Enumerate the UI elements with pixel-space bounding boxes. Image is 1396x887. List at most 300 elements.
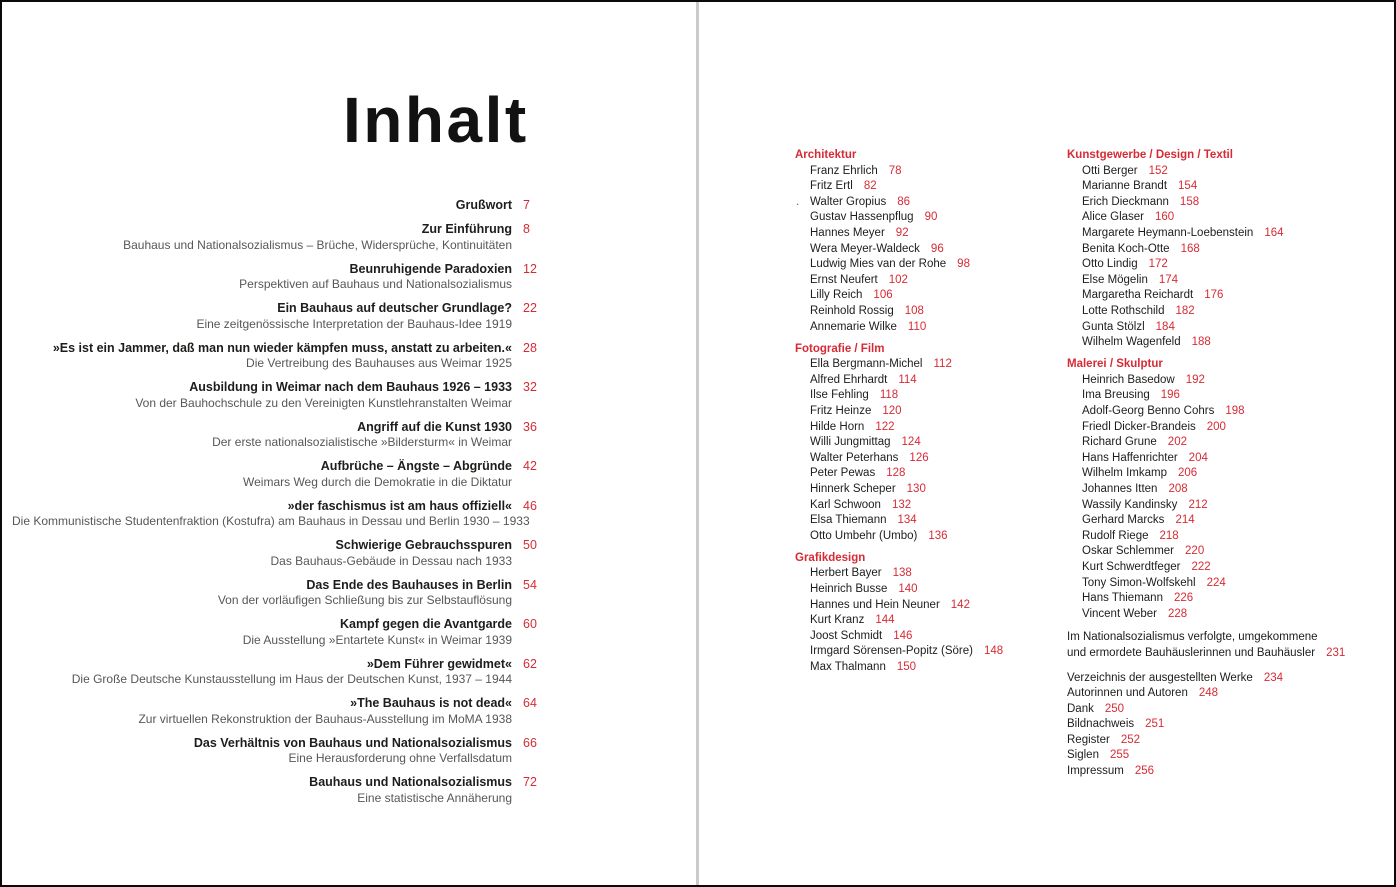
artist-page-number: 98 <box>957 258 970 271</box>
artist-entry <box>795 466 1057 482</box>
artist-page-number: 150 <box>896 661 917 673</box>
toc-entry-page-number: 72 <box>523 775 537 789</box>
artist-name: Gerhard Marcks <box>1082 514 1165 527</box>
artist-entry <box>1067 273 1377 289</box>
section-header: Fotografie / Film <box>795 342 885 355</box>
artist-page-number: 136 <box>928 529 948 542</box>
artist-page-number: 182 <box>1175 304 1195 317</box>
artist-page-number: 204 <box>1188 451 1208 464</box>
artist-name: Hans Haffenrichter <box>1082 451 1178 464</box>
section-header: Architektur <box>795 149 857 161</box>
artist-name: Ludwig Mies van der Rohe <box>810 258 947 271</box>
artist-page-number: 214 <box>1175 514 1195 527</box>
artist-name: Gustav Hassenpflug <box>810 211 914 224</box>
artist-page-number: 152 <box>1148 164 1168 177</box>
artist-page-number: 220 <box>1185 545 1205 558</box>
artist-name: Peter Pewas <box>810 467 876 480</box>
toc-entry <box>12 222 551 253</box>
appendix-page-number: 255 <box>1109 749 1130 762</box>
artist-name: Lilly Reich <box>810 289 863 302</box>
artist-entry <box>1067 304 1377 320</box>
artist-entry <box>795 242 1057 258</box>
artist-page-number: 218 <box>1159 529 1179 542</box>
artist-name: Reinhold Rossig <box>810 304 894 317</box>
section-item-list <box>1067 373 1377 623</box>
artist-page-number: 78 <box>888 164 902 177</box>
toc-entry-line <box>12 775 551 791</box>
toc-entry-subtitle: Eine Herausforderung ohne Verfallsdatum <box>288 751 512 765</box>
toc-entry-title: »der faschismus ist am haus offiziell« <box>287 498 512 513</box>
artist-name: Franz Ehrlich <box>810 164 878 177</box>
memorial-entry <box>1067 630 1377 661</box>
artist-entry <box>795 179 1057 195</box>
artist-entry <box>1067 210 1377 226</box>
appendix-entry-title: Siglen <box>1067 749 1099 762</box>
artist-name: Walter Peterhans <box>810 451 899 464</box>
artist-entry <box>1067 607 1377 623</box>
artist-entry <box>795 566 1057 582</box>
toc-entry-title: Schwierige Gebrauchsspuren <box>335 538 512 552</box>
toc-entry-line <box>12 198 551 214</box>
artist-name: Max Thalmann <box>810 661 886 673</box>
artist-name: Ella Bergmann-Michel <box>810 358 923 371</box>
toc-entry <box>12 578 551 609</box>
toc-entry <box>12 538 551 569</box>
toc-entry-page-number: 32 <box>523 380 537 394</box>
right-page-column-1 <box>795 148 1057 682</box>
artist-page-number: 108 <box>904 304 924 317</box>
artist-entry <box>1067 195 1377 211</box>
artist-name: Vincent Weber <box>1082 607 1158 620</box>
artist-entry <box>795 357 1057 373</box>
toc-entry-title: »Dem Führer gewidmet« <box>366 656 512 671</box>
artist-name: Irmgard Sörensen-Popitz (Söre) <box>810 645 973 658</box>
artist-name: Ima Breusing <box>1082 389 1150 402</box>
artist-name: Tony Simon-Wolfskehl <box>1082 576 1196 589</box>
artist-name: Gunta Stölzl <box>1082 320 1145 333</box>
artist-page-number: 90 <box>924 211 938 224</box>
artist-page-number: 112 <box>933 358 952 371</box>
toc-entry-subtitle: Von der vorläufigen Schließung bis zur Selbstauflösung <box>217 593 512 607</box>
section-kunstgewerbe-design-textil <box>1067 148 1377 351</box>
artist-entry <box>795 644 1057 660</box>
toc-entry-title: »The Bauhaus is not dead« <box>350 696 512 710</box>
section-item-list <box>795 566 1057 675</box>
section-item-list <box>795 164 1057 336</box>
artist-page-number: 196 <box>1160 389 1180 402</box>
artist-name: Margaretha Reichardt <box>1082 289 1194 302</box>
toc-entry-line <box>12 578 551 594</box>
section-header: Grafikdesign <box>795 551 866 564</box>
artist-entry <box>1067 164 1377 180</box>
artist-entry <box>1067 482 1377 498</box>
toc-entry-line <box>12 262 551 278</box>
section-item-list <box>1067 164 1377 351</box>
section-architektur <box>795 148 1057 335</box>
toc-entry-subtitle: Bauhaus und Nationalsozialismus – Brüche, Widersprüche, Kontinuitäten <box>123 237 512 252</box>
appendix-page-number: 234 <box>1263 671 1283 684</box>
artist-entry <box>795 195 1057 211</box>
appendix-entry <box>1067 671 1377 687</box>
artist-entry <box>795 513 1057 529</box>
artist-name: Alice Glaser <box>1082 211 1144 224</box>
artist-entry <box>795 613 1057 629</box>
right-page-column-2 <box>1067 148 1377 780</box>
artist-name: Ilse Fehling <box>810 389 869 402</box>
artist-entry <box>795 273 1057 289</box>
toc-entry <box>12 775 551 806</box>
toc-entry-title: Aufbrüche – Ängste – Abgründe <box>320 459 512 473</box>
appendix-entry-title: Autorinnen und Autoren <box>1067 687 1188 700</box>
artist-name: Willi Jungmittag <box>810 436 891 449</box>
artist-entry <box>1067 576 1377 592</box>
table-of-contents <box>12 198 551 815</box>
memorial-entry-page-number: 231 <box>1326 646 1346 659</box>
artist-page-number: 208 <box>1168 482 1188 495</box>
artist-name: Joost Schmidt <box>810 629 883 642</box>
artist-page-number: 128 <box>886 467 906 480</box>
artist-page-number: 114 <box>898 373 917 386</box>
toc-entry <box>12 617 551 648</box>
artist-name: Hannes Meyer <box>810 226 885 239</box>
artist-page-number: 96 <box>930 242 944 255</box>
toc-entry-subtitle: Eine statistische Annäherung <box>357 790 512 805</box>
memorial-entry-line2 <box>1067 646 1377 662</box>
artist-name: Fritz Ertl <box>810 180 853 193</box>
toc-entry <box>12 696 551 727</box>
appendix-entry-title: Register <box>1067 733 1110 746</box>
toc-entry <box>12 380 551 411</box>
artist-entry <box>795 320 1057 336</box>
toc-entry <box>12 301 551 332</box>
toc-entry-subtitle: Eine zeitgenössische Interpretation der Bauhaus-Idee 1919 <box>196 316 512 331</box>
appendix-entry <box>1067 748 1377 764</box>
toc-entry-subtitle: Weimars Weg durch die Demokratie in die Diktatur <box>243 474 512 489</box>
appendix-page-number: 248 <box>1198 687 1219 700</box>
toc-entry-page-number: 28 <box>523 340 537 355</box>
artist-name: Ernst Neufert <box>810 273 878 286</box>
artist-page-number: 146 <box>893 629 913 642</box>
artist-page-number: 92 <box>895 226 909 239</box>
artist-page-number: 222 <box>1191 560 1211 573</box>
toc-entry-subtitle: Das Bauhaus-Gebäude in Dessau nach 1933 <box>270 553 512 568</box>
toc-entry-line <box>12 420 551 436</box>
appendix-item-list <box>1067 671 1377 780</box>
artist-page-number: 198 <box>1225 405 1245 417</box>
artist-entry <box>795 226 1057 242</box>
artist-name: Oskar Schlemmer <box>1082 545 1175 558</box>
toc-entry-page-number: 46 <box>523 498 537 513</box>
artist-page-number: 102 <box>888 273 908 286</box>
artist-entry <box>1067 288 1377 304</box>
toc-entry <box>12 420 551 451</box>
artist-name: Lotte Rothschild <box>1082 304 1165 317</box>
toc-entry <box>12 262 551 293</box>
appendix-entry-title: Impressum <box>1067 765 1124 778</box>
toc-entry <box>12 736 551 767</box>
appendix-page-number: 252 <box>1120 733 1141 746</box>
artist-entry <box>795 629 1057 645</box>
artist-entry <box>1067 529 1377 545</box>
artist-entry <box>795 498 1057 514</box>
artist-page-number: 184 <box>1155 320 1175 333</box>
artist-page-number: 138 <box>892 567 912 580</box>
artist-page-number: 122 <box>875 420 895 433</box>
toc-entry <box>12 657 551 688</box>
artist-entry <box>795 598 1057 614</box>
artist-name: Benita Koch-Otte <box>1082 242 1170 255</box>
artist-entry <box>1067 226 1377 242</box>
artist-entry <box>1067 242 1377 258</box>
artist-name: Hinnerk Scheper <box>810 482 896 495</box>
toc-entry <box>12 341 551 372</box>
artist-entry <box>795 529 1057 545</box>
toc-entry-title: Ein Bauhaus auf deutscher Grundlage? <box>277 301 512 315</box>
artist-entry <box>795 404 1057 420</box>
page-title: Inhalt <box>343 84 529 156</box>
artist-page-number: 132 <box>891 498 912 511</box>
artist-name: Friedl Dicker-Brandeis <box>1082 420 1196 433</box>
toc-entry-page-number: 42 <box>523 459 537 473</box>
toc-entry <box>12 499 551 530</box>
artist-name: Hans Thiemann <box>1082 592 1163 605</box>
artist-name: Fritz Heinze <box>810 405 872 417</box>
toc-entry-page-number: 66 <box>523 735 537 750</box>
appendix-entry-title: Verzeichnis der ausgestellten Werke <box>1067 671 1253 684</box>
artist-page-number: 172 <box>1148 258 1168 271</box>
memorial-entry-line1: Im Nationalsozialismus verfolgte, umgekommene <box>1067 631 1318 644</box>
toc-entry-page-number: 7 <box>523 198 530 212</box>
artist-page-number: 206 <box>1177 467 1198 480</box>
artist-name: Else Mögelin <box>1082 273 1148 286</box>
section-item-list <box>795 357 1057 544</box>
appendix-entry-title: Dank <box>1067 702 1094 715</box>
artist-entry <box>1067 591 1377 607</box>
artist-name: Heinrich Busse <box>810 583 888 596</box>
artist-page-number: 86 <box>897 195 911 208</box>
toc-entry-subtitle: Die Ausstellung »Entartete Kunst« in Weimar 1939 <box>242 632 512 647</box>
artist-entry <box>795 304 1057 320</box>
toc-entry-page-number: 64 <box>523 696 537 710</box>
artist-name: Wilhelm Imkamp <box>1082 467 1167 480</box>
artist-page-number: 224 <box>1206 576 1226 589</box>
toc-entry-line <box>12 657 551 673</box>
artist-page-number: 226 <box>1173 592 1194 605</box>
appendix-entry-title: Bildnachweis <box>1067 718 1135 731</box>
toc-entry-title: Bauhaus und Nationalsozialismus <box>309 775 512 789</box>
section-header: Kunstgewerbe / Design / Textil <box>1067 149 1233 161</box>
toc-entry-title: »Es ist ein Jammer, daß man nun wieder kämpfen muss, anstatt zu arbeiten.« <box>52 340 512 355</box>
artist-name: Otto Lindig <box>1082 258 1138 271</box>
toc-entry-line <box>12 459 551 475</box>
artist-name: Rudolf Riege <box>1082 529 1149 542</box>
artist-name: Adolf-Georg Benno Cohrs <box>1082 405 1215 417</box>
toc-entry-subtitle: Die Vertreibung des Bauhauses aus Weimar 1925 <box>246 356 512 370</box>
artist-page-number: 192 <box>1185 373 1205 386</box>
artist-page-number: 188 <box>1191 336 1211 349</box>
toc-entry-subtitle: Von der Bauhochschule zu den Vereinigten Kunstlehranstalten Weimar <box>135 395 512 410</box>
toc-entry-line <box>12 301 551 317</box>
artist-page-number: 130 <box>906 482 926 495</box>
section-grafikdesign <box>795 551 1057 676</box>
artist-entry <box>1067 466 1377 482</box>
artist-page-number: 160 <box>1155 211 1175 224</box>
memorial-entry-line2-text: und ermordete Bauhäuslerinnen und Bauhäusler <box>1067 646 1316 659</box>
toc-entry-page-number: 22 <box>523 301 537 315</box>
section-header: Malerei / Skulptur <box>1067 358 1163 371</box>
toc-entry-title: Grußwort <box>455 198 512 212</box>
artist-name: Alfred Ehrhardt <box>810 373 888 386</box>
artist-page-number: 126 <box>909 451 929 464</box>
artist-entry <box>795 210 1057 226</box>
artist-entry <box>795 388 1057 404</box>
artist-entry <box>1067 544 1377 560</box>
artist-page-number: 106 <box>873 289 893 302</box>
toc-entry-subtitle: Perspektiven auf Bauhaus und Nationalsozialismus <box>239 277 512 291</box>
artist-page-number: 202 <box>1167 436 1187 449</box>
toc-entry-line <box>12 736 551 752</box>
toc-entry-page-number: 60 <box>523 617 537 631</box>
artist-entry <box>1067 420 1377 436</box>
toc-entry-line <box>12 538 551 554</box>
artist-name: Erich Dieckmann <box>1082 195 1169 208</box>
artist-entry <box>795 451 1057 467</box>
artist-page-number: 200 <box>1206 420 1226 433</box>
artist-name: Otto Umbehr (Umbo) <box>810 529 918 542</box>
toc-entry-line <box>12 222 551 238</box>
toc-entry <box>12 198 551 214</box>
artist-page-number: 142 <box>950 598 970 611</box>
artist-page-number: 176 <box>1204 289 1224 302</box>
section-fotografie-film <box>795 342 1057 545</box>
artist-entry <box>1067 451 1377 467</box>
artist-entry <box>1067 513 1377 529</box>
artist-entry <box>795 288 1057 304</box>
toc-entry-title: Beunruhigende Paradoxien <box>349 261 512 276</box>
toc-entry-page-number: 50 <box>523 538 537 552</box>
appendix-entry <box>1067 764 1377 780</box>
toc-entry-subtitle: Die Kommunistische Studentenfraktion (Kostufra) am Bauhaus in Dessau und Berlin 1930 – 1933 <box>12 514 530 528</box>
appendix-page-number: 250 <box>1104 702 1125 715</box>
artist-name: Wera Meyer-Waldeck <box>810 242 920 255</box>
toc-entry-title: Ausbildung in Weimar nach dem Bauhaus 1926 – 1933 <box>189 380 512 394</box>
appendix-entry <box>1067 717 1377 733</box>
artist-page-number: 140 <box>898 583 918 596</box>
toc-entry-title: Kampf gegen die Avantgarde <box>339 617 512 631</box>
artist-entry <box>1067 498 1377 514</box>
artist-name: Margarete Heymann-Loebenstein <box>1082 226 1254 239</box>
artist-page-number: 168 <box>1180 242 1200 255</box>
artist-page-number: 82 <box>863 180 877 193</box>
stray-dot-mark: . <box>796 195 800 208</box>
artist-name: Johannes Itten <box>1082 482 1158 495</box>
artist-entry <box>1067 560 1377 576</box>
artist-page-number: 134 <box>897 514 917 527</box>
artist-entry <box>795 582 1057 598</box>
artist-page-number: 164 <box>1264 226 1284 239</box>
toc-entry-line <box>12 341 551 357</box>
section-malerei-skulptur <box>1067 357 1377 622</box>
toc-entry <box>12 459 551 490</box>
toc-entry-subtitle: Der erste nationalsozialistische »Bildersturm« in Weimar <box>212 435 512 449</box>
toc-entry-page-number: 12 <box>523 261 537 276</box>
page-gutter-divider <box>696 2 699 885</box>
appendix-page-number: 251 <box>1145 718 1165 731</box>
artist-name: Kurt Schwerdtfeger <box>1082 560 1181 573</box>
artist-page-number: 120 <box>882 405 902 417</box>
closing-entries <box>1067 630 1377 779</box>
toc-entry-page-number: 36 <box>523 419 537 434</box>
artist-name: Hannes und Hein Neuner <box>810 598 940 611</box>
toc-entry-line <box>12 696 551 712</box>
artist-entry <box>1067 179 1377 195</box>
artist-entry <box>795 164 1057 180</box>
toc-entry-title: Das Ende des Bauhauses in Berlin <box>306 577 512 592</box>
artist-entry <box>1067 373 1377 389</box>
artist-page-number: 158 <box>1179 195 1200 208</box>
artist-name: Annemarie Wilke <box>810 320 897 333</box>
artist-name: Kurt Kranz <box>810 614 865 627</box>
artist-page-number: 110 <box>907 320 927 333</box>
appendix-entry <box>1067 686 1377 702</box>
toc-entry-subtitle: Die Große Deutsche Kunstausstellung im Haus der Deutschen Kunst, 1937 – 1944 <box>71 672 512 686</box>
artist-entry <box>795 435 1057 451</box>
artist-entry <box>795 660 1057 676</box>
artist-name: Hilde Horn <box>810 420 865 433</box>
artist-page-number: 174 <box>1158 273 1179 286</box>
artist-entry <box>1067 388 1377 404</box>
appendix-entry <box>1067 702 1377 718</box>
artist-name: Karl Schwoon <box>810 498 881 511</box>
toc-entry-page-number: 8 <box>523 222 530 236</box>
toc-entry-line <box>12 617 551 633</box>
artist-name: Richard Grune <box>1082 436 1157 449</box>
toc-entry-title: Angriff auf die Kunst 1930 <box>357 419 512 434</box>
toc-entry-title: Das Verhältnis von Bauhaus und Nationalsozialismus <box>193 735 512 750</box>
artist-name: Elsa Thiemann <box>810 514 887 527</box>
toc-entry-page-number: 62 <box>523 656 537 671</box>
artist-name: Walter Gropius <box>810 195 887 208</box>
appendix-entry <box>1067 733 1377 749</box>
artist-entry <box>1067 435 1377 451</box>
artist-name: Wassily Kandinsky <box>1082 498 1178 511</box>
artist-name: Heinrich Basedow <box>1082 373 1175 386</box>
artist-page-number: 212 <box>1188 498 1208 511</box>
artist-entry <box>795 420 1057 436</box>
artist-entry <box>1067 335 1377 351</box>
artist-page-number: 148 <box>983 645 1004 658</box>
toc-entry-line <box>12 380 551 396</box>
artist-page-number: 124 <box>901 436 921 449</box>
artist-entry <box>795 482 1057 498</box>
toc-entry-title: Zur Einführung <box>421 222 512 236</box>
toc-entry-line <box>12 499 551 515</box>
artist-entry <box>795 373 1057 389</box>
toc-entry-subtitle: Zur virtuellen Rekonstruktion der Bauhaus-Ausstellung im MoMA 1938 <box>138 711 512 726</box>
artist-name: Otti Berger <box>1082 164 1138 177</box>
toc-entry-page-number: 54 <box>523 577 537 592</box>
artist-name: Herbert Bayer <box>810 567 882 580</box>
artist-page-number: 144 <box>875 614 895 627</box>
artist-page-number: 118 <box>879 389 899 402</box>
artist-entry <box>1067 404 1377 420</box>
artist-entry <box>1067 320 1377 336</box>
artist-page-number: 228 <box>1168 607 1188 620</box>
artist-page-number: 154 <box>1178 180 1198 193</box>
artist-name: Wilhelm Wagenfeld <box>1082 336 1181 349</box>
artist-name: Marianne Brandt <box>1082 180 1168 193</box>
artist-entry <box>1067 257 1377 273</box>
